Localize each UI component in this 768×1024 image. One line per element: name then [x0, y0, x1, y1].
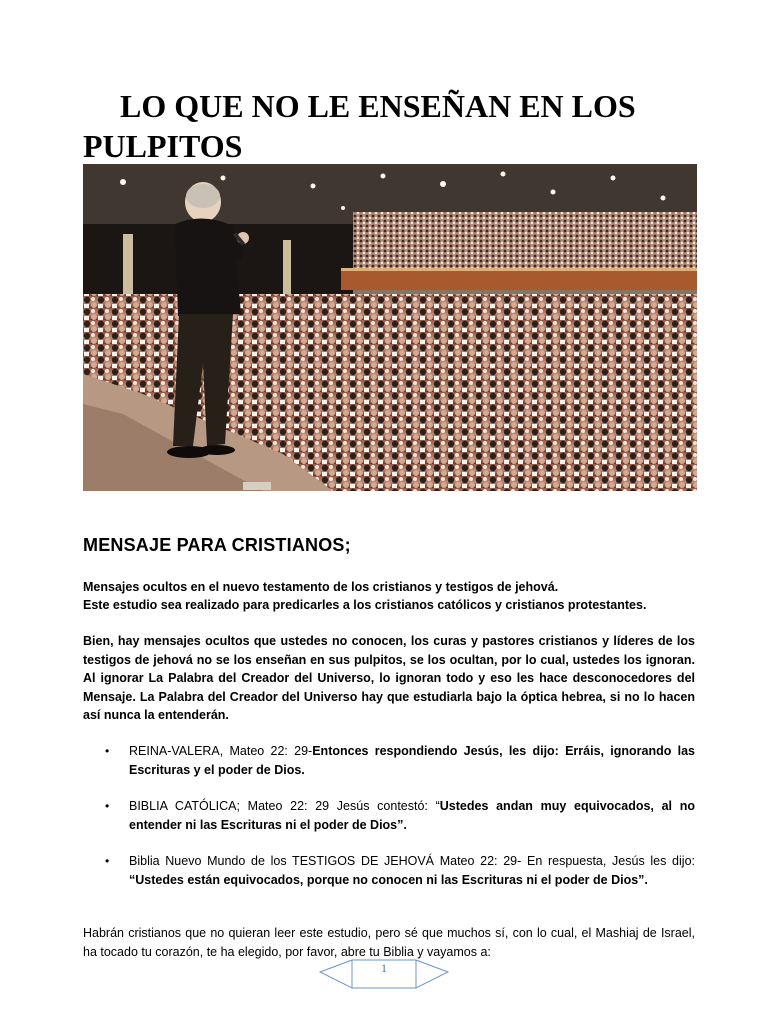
intro-block	[83, 578, 695, 614]
citation-source: Biblia Nuevo Mundo de los TESTIGOS DE JEHOVÁ Mateo 22: 29- En respuesta, Jesús les dijo:	[129, 854, 695, 868]
citation-quote: Entonces respondiendo Jesús, les dijo: Erráis, ignorando las Escrituras y el poder de Dios.	[129, 744, 696, 777]
section-heading: MENSAJE PARA CRISTIANOS;	[83, 535, 351, 555]
intro-line: Este estudio sea realizado para predicarles a los cristianos católicos y cristianos protestantes.	[83, 598, 647, 612]
citation-quote: “Ustedes están equivocados, porque no conocen ni las Escrituras ni el poder de Dios”.	[129, 872, 648, 887]
citation-list	[100, 742, 695, 889]
bullet-icon: •	[105, 854, 110, 868]
document-title: LO QUE NO LE ENSEÑAN EN LOS PULPITOS	[83, 88, 636, 164]
bullet-icon: •	[105, 744, 110, 758]
page-number-box	[318, 958, 450, 990]
list-item	[100, 852, 695, 889]
body-paragraph: Bien, hay mensajes ocultos que ustedes no conocen, los curas y pastores cristianos y líderes de los testigos de jehová no se los enseñan en sus pulpitos, se los ocultan, por lo cual, ustedes los ignoran. Al ignorar La Palabra del Creador del Universo, lo ignoran todo y eso les hace desconocedores del Mensaje. La Palabra del Creador del Universo hay que estudiarla bajo la óptica hebrea, si no lo hacen así nunca la entenderán.	[83, 634, 695, 722]
closing-paragraph: Habrán cristianos que no quieran leer este estudio, pero sé que muchos sí, con lo cual, el Mashiaj de Israel, ha tocado tu corazón, te ha elegido, por favor, abre tu Biblia y vayamos a:	[83, 926, 695, 959]
citation-source: BIBLIA CATÓLICA; Mateo 22: 29 Jesús contestó: “	[129, 799, 440, 813]
citation-quote: Ustedes andan muy equivocados, al no entender ni las Escrituras ni el poder de Dios”.	[129, 799, 695, 832]
preacher-crowd-photo	[83, 164, 697, 491]
citation-source: REINA-VALERA, Mateo 22: 29-	[129, 744, 313, 758]
list-item	[100, 742, 695, 779]
page-number: 1	[381, 961, 387, 975]
bullet-icon: •	[105, 799, 110, 813]
intro-line: Mensajes ocultos en el nuevo testamento de los cristianos y testigos de jehová.	[83, 580, 559, 594]
list-item	[100, 797, 695, 834]
